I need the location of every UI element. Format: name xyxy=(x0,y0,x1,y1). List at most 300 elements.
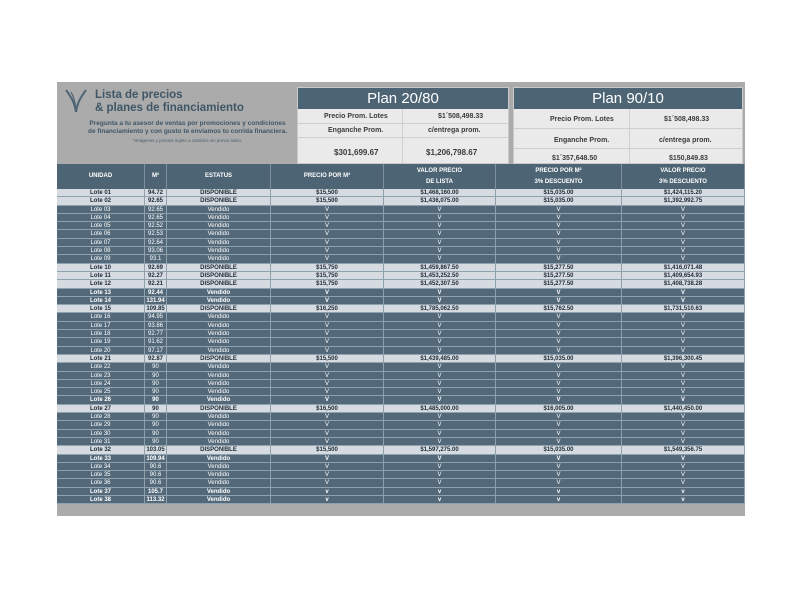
area-cell: 92.64 xyxy=(145,239,167,246)
area-cell: 90 xyxy=(145,396,167,403)
lot-name-cell: Lote 31 xyxy=(57,438,145,445)
lot-name-cell: Lote 11 xyxy=(57,272,145,279)
lot-name-cell: Lote 06 xyxy=(57,230,145,237)
price-m2-cell: V xyxy=(271,438,384,445)
brand-logo-icon xyxy=(65,88,87,114)
entrega-value: $150,849.83 xyxy=(669,155,708,162)
area-cell: 131.94 xyxy=(145,297,167,304)
table-row xyxy=(57,488,745,496)
discount-price-cell: V xyxy=(496,455,622,462)
price-m2-cell: $15,750 xyxy=(271,272,384,279)
discount-value-cell: V xyxy=(622,322,745,329)
lot-name-cell: Lote 28 xyxy=(57,413,145,420)
area-cell: 97.17 xyxy=(145,347,167,354)
price-m2-cell: V xyxy=(271,363,384,370)
discount-price-cell: $15,277.50 xyxy=(496,272,622,279)
discount-value-cell: V xyxy=(622,347,745,354)
status-cell: DISPONIBLE xyxy=(167,189,271,196)
lot-name-cell: Lote 36 xyxy=(57,479,145,486)
area-cell: 92.69 xyxy=(145,264,167,271)
list-value-cell: V xyxy=(384,388,496,395)
lot-name-cell: Lote 21 xyxy=(57,355,145,362)
discount-price-cell: $15,762.50 xyxy=(496,305,622,312)
price-m2-cell: $15,500 xyxy=(271,446,384,453)
discount-value-cell: $1,392,992.75 xyxy=(622,197,745,204)
table-row xyxy=(57,446,745,454)
discount-price-cell: V xyxy=(496,297,622,304)
discount-price-cell: v xyxy=(496,488,622,495)
plan-20-80-card xyxy=(297,87,509,164)
plan-90-10-card xyxy=(513,87,743,164)
list-value-cell: V xyxy=(384,413,496,420)
col-precio-desc: PRECIO POR M² 3% DESCUENTO xyxy=(496,164,622,189)
table-row xyxy=(57,496,745,504)
lot-name-cell: Lote 22 xyxy=(57,363,145,370)
area-cell: 93.06 xyxy=(145,247,167,254)
discount-value-cell: $1,731,510.63 xyxy=(622,305,745,312)
discount-value-cell: V xyxy=(622,413,745,420)
discount-price-cell: V xyxy=(496,230,622,237)
table-row xyxy=(57,438,745,446)
discount-price-cell: $16,005.00 xyxy=(496,405,622,412)
lot-name-cell: Lote 23 xyxy=(57,372,145,379)
status-cell: Vendido xyxy=(167,297,271,304)
price-m2-cell: V xyxy=(271,372,384,379)
list-value-cell: V xyxy=(384,455,496,462)
discount-value-cell: V xyxy=(622,255,745,262)
area-cell: 90.6 xyxy=(145,463,167,470)
discount-value-cell: v xyxy=(622,488,745,495)
discount-price-cell: V xyxy=(496,438,622,445)
list-value-cell: V xyxy=(384,297,496,304)
area-cell: 90.6 xyxy=(145,479,167,486)
area-cell: 90 xyxy=(145,380,167,387)
lot-name-cell: Lote 38 xyxy=(57,496,145,503)
list-value-cell: V xyxy=(384,239,496,246)
discount-value-cell: V xyxy=(622,388,745,395)
discount-value-cell: V xyxy=(622,421,745,428)
table-row xyxy=(57,222,745,230)
discount-price-cell: V xyxy=(496,338,622,345)
discount-value-cell: v xyxy=(622,496,745,503)
list-value-cell: $1,785,062.50 xyxy=(384,305,496,312)
discount-price-cell: $15,277.50 xyxy=(496,280,622,287)
list-value-cell: V xyxy=(384,222,496,229)
area-cell: 92.87 xyxy=(145,355,167,362)
discount-price-cell: V xyxy=(496,372,622,379)
list-value-cell: V xyxy=(384,289,496,296)
precio-value: $1´508,498.33 xyxy=(664,116,710,123)
discount-price-cell: V xyxy=(496,247,622,254)
discount-price-cell: V xyxy=(496,255,622,262)
col-unidad: UNIDAD xyxy=(57,164,145,189)
area-cell: 90 xyxy=(145,430,167,437)
status-cell: Vendido xyxy=(167,322,271,329)
status-cell: Vendido xyxy=(167,330,271,337)
status-cell: Vendido xyxy=(167,206,271,213)
discount-price-cell: V xyxy=(496,347,622,354)
area-cell: 109.94 xyxy=(145,455,167,462)
lot-name-cell: Lote 14 xyxy=(57,297,145,304)
lot-name-cell: Lote 24 xyxy=(57,380,145,387)
list-value-cell: V xyxy=(384,322,496,329)
price-m2-cell: $16,250 xyxy=(271,305,384,312)
discount-value-cell: V xyxy=(622,372,745,379)
table-row xyxy=(57,396,745,404)
price-m2-cell: V xyxy=(271,330,384,337)
price-m2-cell: V xyxy=(271,239,384,246)
area-cell: 93.86 xyxy=(145,322,167,329)
area-cell: 92.77 xyxy=(145,330,167,337)
status-cell: Vendido xyxy=(167,255,271,262)
discount-price-cell: V xyxy=(496,380,622,387)
status-cell: Vendido xyxy=(167,230,271,237)
status-cell: Vendido xyxy=(167,214,271,221)
col-estatus: ESTATUS xyxy=(167,164,271,189)
area-cell: 94.72 xyxy=(145,189,167,196)
table-header xyxy=(57,164,745,189)
status-cell: DISPONIBLE xyxy=(167,280,271,287)
status-cell: Vendido xyxy=(167,430,271,437)
list-value-cell: $1,452,307.50 xyxy=(384,280,496,287)
discount-price-cell: V xyxy=(496,206,622,213)
status-cell: Vendido xyxy=(167,463,271,470)
lot-name-cell: Lote 15 xyxy=(57,305,145,312)
list-value-cell: $1,597,275.00 xyxy=(384,446,496,453)
table-row xyxy=(57,479,745,487)
area-cell: 90 xyxy=(145,421,167,428)
area-cell: 90.6 xyxy=(145,471,167,478)
price-m2-cell: V xyxy=(271,222,384,229)
price-m2-cell: V xyxy=(271,471,384,478)
lot-name-cell: Lote 18 xyxy=(57,330,145,337)
price-m2-cell: V xyxy=(271,430,384,437)
lot-name-cell: Lote 19 xyxy=(57,338,145,345)
list-value-cell: V xyxy=(384,463,496,470)
precio-label: Precio Prom. Lotes xyxy=(550,116,614,123)
discount-price-cell: $15,035.00 xyxy=(496,446,622,453)
discount-value-cell: V xyxy=(622,297,745,304)
list-value-cell: V xyxy=(384,380,496,387)
status-cell: Vendido xyxy=(167,347,271,354)
list-value-cell: v xyxy=(384,488,496,495)
list-value-cell: V xyxy=(384,421,496,428)
discount-price-cell: V xyxy=(496,388,622,395)
area-cell: 90 xyxy=(145,405,167,412)
list-value-cell: V xyxy=(384,347,496,354)
status-cell: DISPONIBLE xyxy=(167,305,271,312)
table-body xyxy=(57,189,745,504)
discount-value-cell: V xyxy=(622,463,745,470)
enganche-value: $301,699.67 xyxy=(334,148,379,157)
status-cell: DISPONIBLE xyxy=(167,272,271,279)
table-row xyxy=(57,421,745,429)
price-m2-cell: V xyxy=(271,421,384,428)
status-cell: Vendido xyxy=(167,421,271,428)
area-cell: 109.85 xyxy=(145,305,167,312)
table-row xyxy=(57,189,745,197)
discount-value-cell: V xyxy=(622,206,745,213)
price-m2-cell: $15,500 xyxy=(271,189,384,196)
discount-value-cell: $1,416,071.48 xyxy=(622,264,745,271)
table-row xyxy=(57,463,745,471)
status-cell: Vendido xyxy=(167,239,271,246)
lot-name-cell: Lote 20 xyxy=(57,347,145,354)
status-cell: Vendido xyxy=(167,313,271,320)
table-row xyxy=(57,322,745,330)
table-row xyxy=(57,405,745,413)
plan-title: Plan 20/80 xyxy=(298,88,508,109)
price-m2-cell: V xyxy=(271,289,384,296)
lot-name-cell: Lote 35 xyxy=(57,471,145,478)
lot-name-cell: Lote 07 xyxy=(57,239,145,246)
table-row xyxy=(57,430,745,438)
price-m2-cell: $15,500 xyxy=(271,355,384,362)
price-list-sheet xyxy=(57,82,745,516)
status-cell: Vendido xyxy=(167,488,271,495)
price-m2-cell: V xyxy=(271,380,384,387)
col-valor-desc: VALOR PRECIO 3% DESCUENTO xyxy=(622,164,745,189)
status-cell: Vendido xyxy=(167,289,271,296)
status-cell: DISPONIBLE xyxy=(167,197,271,204)
area-cell: 92.65 xyxy=(145,214,167,221)
discount-value-cell: $1,424,115.20 xyxy=(622,189,745,196)
table-row xyxy=(57,455,745,463)
page-title: Lista de precios & planes de financiamiento xyxy=(95,89,244,114)
list-value-cell: V xyxy=(384,438,496,445)
area-cell: 90 xyxy=(145,388,167,395)
status-cell: Vendido xyxy=(167,388,271,395)
status-cell: Vendido xyxy=(167,413,271,420)
discount-price-cell: V xyxy=(496,222,622,229)
list-value-cell: $1,436,075.00 xyxy=(384,197,496,204)
table-row xyxy=(57,330,745,338)
price-m2-cell: $15,750 xyxy=(271,264,384,271)
list-value-cell: $1,459,867.50 xyxy=(384,264,496,271)
table-row xyxy=(57,206,745,214)
area-cell: 90 xyxy=(145,438,167,445)
list-value-cell: $1,453,252.50 xyxy=(384,272,496,279)
lot-name-cell: Lote 17 xyxy=(57,322,145,329)
list-value-cell: V xyxy=(384,372,496,379)
area-cell: 92.52 xyxy=(145,222,167,229)
list-value-cell: V xyxy=(384,363,496,370)
status-cell: DISPONIBLE xyxy=(167,446,271,453)
price-m2-cell: V xyxy=(271,230,384,237)
price-m2-cell: $16,500 xyxy=(271,405,384,412)
discount-value-cell: $1,408,738.28 xyxy=(622,280,745,287)
price-m2-cell: v xyxy=(271,488,384,495)
lot-name-cell: Lote 30 xyxy=(57,430,145,437)
status-cell: DISPONIBLE xyxy=(167,264,271,271)
status-cell: Vendido xyxy=(167,455,271,462)
discount-value-cell: V xyxy=(622,471,745,478)
table-row xyxy=(57,347,745,355)
list-value-cell: V xyxy=(384,430,496,437)
price-m2-cell: V xyxy=(271,347,384,354)
discount-value-cell: V xyxy=(622,247,745,254)
table-row xyxy=(57,214,745,222)
discount-value-cell: V xyxy=(622,363,745,370)
discount-value-cell: V xyxy=(622,330,745,337)
area-cell: 92.65 xyxy=(145,197,167,204)
lot-name-cell: Lote 25 xyxy=(57,388,145,395)
precio-value: $1´508,498.33 xyxy=(438,113,484,120)
price-m2-cell: V xyxy=(271,479,384,486)
status-cell: Vendido xyxy=(167,247,271,254)
lot-name-cell: Lote 09 xyxy=(57,255,145,262)
discount-price-cell: $15,035.00 xyxy=(496,355,622,362)
area-cell: 92.53 xyxy=(145,230,167,237)
list-value-cell: v xyxy=(384,496,496,503)
entrega-label: c/entrega prom. xyxy=(428,127,481,134)
table-row xyxy=(57,230,745,238)
discount-value-cell: V xyxy=(622,430,745,437)
col-m2: M² xyxy=(145,164,167,189)
discount-value-cell: V xyxy=(622,380,745,387)
price-table xyxy=(57,164,745,504)
price-m2-cell: V xyxy=(271,214,384,221)
table-row xyxy=(57,197,745,205)
list-value-cell: V xyxy=(384,338,496,345)
table-row xyxy=(57,297,745,305)
intro-text: Pregunta a tu asesor de ventas por promociones y condiciones de financiamiento y con gusto te enviamos tu corrida financiera. xyxy=(87,120,288,135)
table-row xyxy=(57,372,745,380)
discount-value-cell: V xyxy=(622,479,745,486)
list-value-cell: V xyxy=(384,479,496,486)
discount-price-cell: V xyxy=(496,413,622,420)
discount-value-cell: $1,409,654.93 xyxy=(622,272,745,279)
list-value-cell: V xyxy=(384,330,496,337)
lot-name-cell: Lote 01 xyxy=(57,189,145,196)
table-row xyxy=(57,338,745,346)
price-m2-cell: V xyxy=(271,255,384,262)
list-value-cell: V xyxy=(384,471,496,478)
list-value-cell: V xyxy=(384,214,496,221)
discount-price-cell: v xyxy=(496,496,622,503)
discount-price-cell: V xyxy=(496,289,622,296)
price-m2-cell: v xyxy=(271,496,384,503)
status-cell: Vendido xyxy=(167,438,271,445)
plan-title: Plan 90/10 xyxy=(514,88,742,109)
table-row xyxy=(57,305,745,313)
entrega-value: $1,206,798.67 xyxy=(426,148,478,157)
lot-name-cell: Lote 33 xyxy=(57,455,145,462)
status-cell: Vendido xyxy=(167,479,271,486)
price-m2-cell: V xyxy=(271,247,384,254)
enganche-value: $1´357,648.50 xyxy=(552,155,598,162)
area-cell: 113.32 xyxy=(145,496,167,503)
table-row xyxy=(57,363,745,371)
status-cell: Vendido xyxy=(167,222,271,229)
price-m2-cell: V xyxy=(271,313,384,320)
discount-price-cell: $15,035.00 xyxy=(496,197,622,204)
list-value-cell: V xyxy=(384,206,496,213)
discount-price-cell: V xyxy=(496,313,622,320)
lot-name-cell: Lote 08 xyxy=(57,247,145,254)
discount-price-cell: V xyxy=(496,214,622,221)
table-row xyxy=(57,313,745,321)
area-cell: 93.1 xyxy=(145,255,167,262)
lot-name-cell: Lote 13 xyxy=(57,289,145,296)
area-cell: 92.21 xyxy=(145,280,167,287)
list-value-cell: V xyxy=(384,313,496,320)
discount-price-cell: V xyxy=(496,363,622,370)
discount-value-cell: $1,440,450.00 xyxy=(622,405,745,412)
discount-price-cell: V xyxy=(496,471,622,478)
discount-price-cell: V xyxy=(496,322,622,329)
table-row xyxy=(57,380,745,388)
price-m2-cell: V xyxy=(271,396,384,403)
lot-name-cell: Lote 32 xyxy=(57,446,145,453)
discount-value-cell: V xyxy=(622,239,745,246)
discount-value-cell: V xyxy=(622,222,745,229)
lot-name-cell: Lote 27 xyxy=(57,405,145,412)
discount-value-cell: V xyxy=(622,313,745,320)
table-row xyxy=(57,239,745,247)
discount-price-cell: V xyxy=(496,430,622,437)
discount-value-cell: $1,396,300.45 xyxy=(622,355,745,362)
table-row xyxy=(57,280,745,288)
list-value-cell: V xyxy=(384,255,496,262)
price-m2-cell: V xyxy=(271,388,384,395)
table-row xyxy=(57,255,745,263)
discount-price-cell: V xyxy=(496,239,622,246)
price-m2-cell: V xyxy=(271,463,384,470)
price-m2-cell: V xyxy=(271,413,384,420)
area-cell: 92.27 xyxy=(145,272,167,279)
discount-price-cell: V xyxy=(496,330,622,337)
table-row xyxy=(57,289,745,297)
status-cell: Vendido xyxy=(167,372,271,379)
status-cell: Vendido xyxy=(167,396,271,403)
table-row xyxy=(57,264,745,272)
lot-name-cell: Lote 04 xyxy=(57,214,145,221)
area-cell: 90 xyxy=(145,413,167,420)
disclaimer-note: *Imágenes y precios sujeto a cambios sin previo aviso. xyxy=(132,138,243,143)
area-cell: 105.7 xyxy=(145,488,167,495)
discount-price-cell: V xyxy=(496,421,622,428)
area-cell: 92.65 xyxy=(145,206,167,213)
price-m2-cell: V xyxy=(271,338,384,345)
table-row xyxy=(57,413,745,421)
table-row xyxy=(57,272,745,280)
list-value-cell: $1,485,000.00 xyxy=(384,405,496,412)
enganche-label: Enganche Prom. xyxy=(328,127,384,134)
list-value-cell: $1,439,485.00 xyxy=(384,355,496,362)
discount-value-cell: V xyxy=(622,438,745,445)
discount-price-cell: V xyxy=(496,479,622,486)
status-cell: Vendido xyxy=(167,496,271,503)
precio-label: Precio Prom. Lotes xyxy=(324,113,388,120)
list-value-cell: V xyxy=(384,396,496,403)
lot-name-cell: Lote 03 xyxy=(57,206,145,213)
status-cell: Vendido xyxy=(167,363,271,370)
price-m2-cell: V xyxy=(271,322,384,329)
area-cell: 90 xyxy=(145,372,167,379)
discount-price-cell: $15,277.50 xyxy=(496,264,622,271)
lot-name-cell: Lote 02 xyxy=(57,197,145,204)
list-value-cell: V xyxy=(384,247,496,254)
lot-name-cell: Lote 34 xyxy=(57,463,145,470)
status-cell: DISPONIBLE xyxy=(167,405,271,412)
status-cell: Vendido xyxy=(167,338,271,345)
discount-value-cell: V xyxy=(622,455,745,462)
area-cell: 90 xyxy=(145,363,167,370)
discount-value-cell: V xyxy=(622,230,745,237)
area-cell: 91.62 xyxy=(145,338,167,345)
discount-value-cell: V xyxy=(622,396,745,403)
